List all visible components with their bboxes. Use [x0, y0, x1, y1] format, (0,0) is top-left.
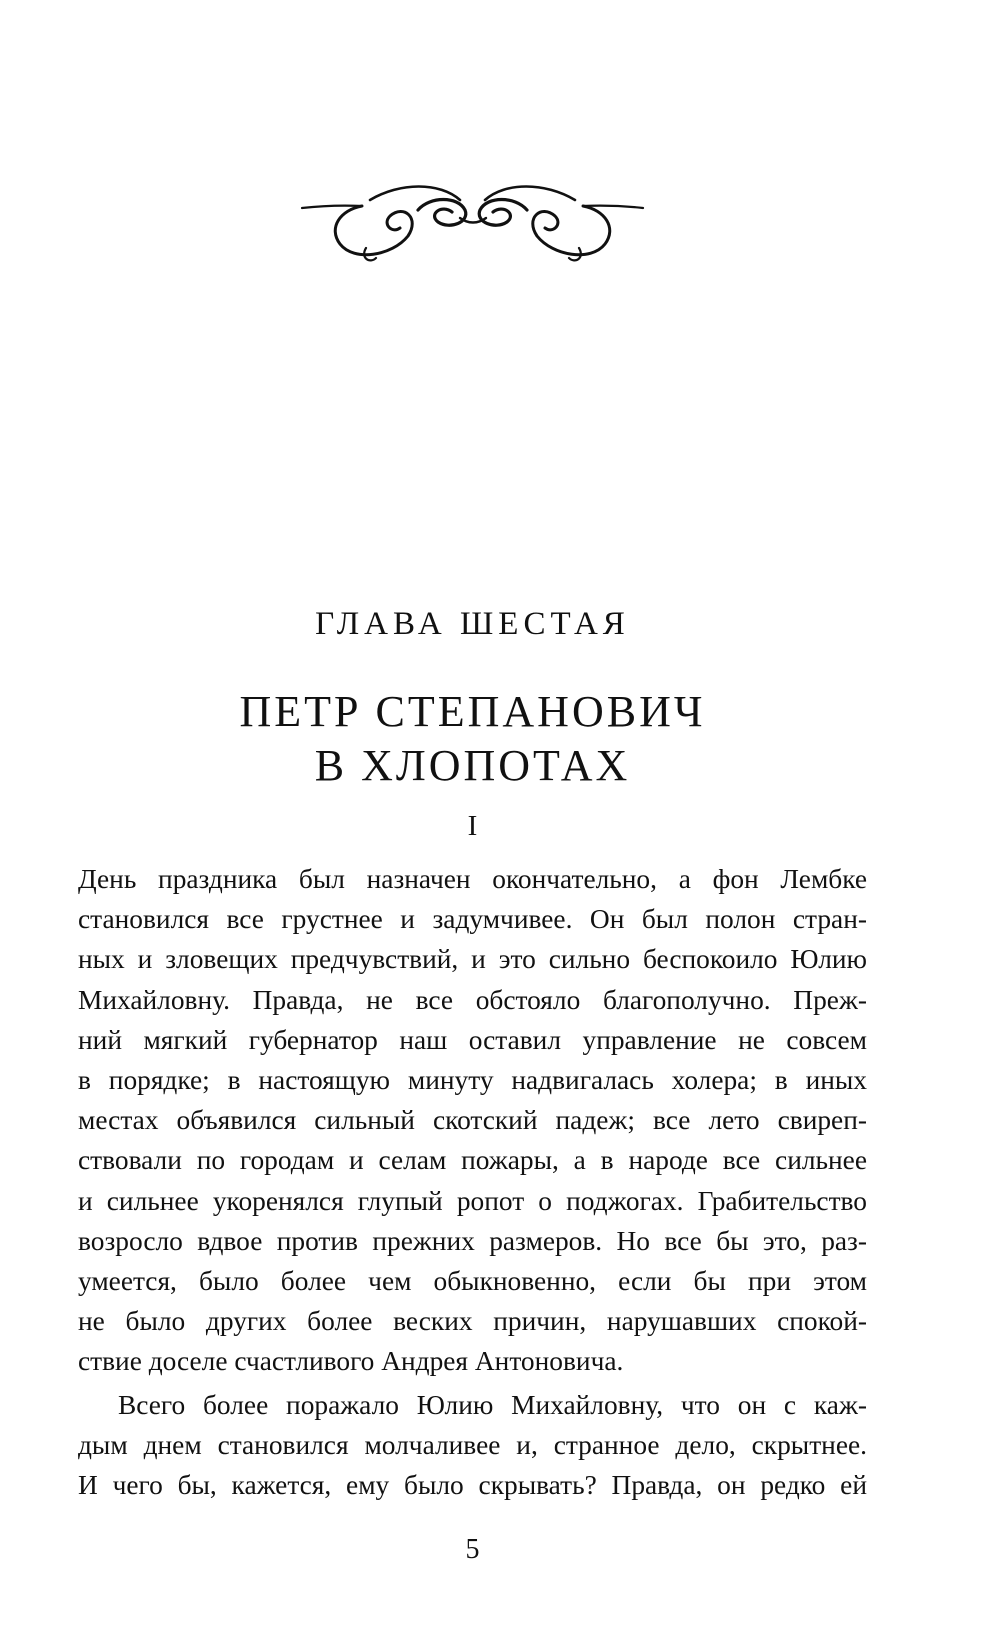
flourish-ornament-icon: [300, 178, 645, 270]
text-line: дым днем становился молчаливее и, странное дело, скрытнее.: [78, 1429, 867, 1460]
text-line: Всего более поражало Юлию Михайловну, что он с каж-: [118, 1389, 867, 1420]
paragraph: [78, 1385, 867, 1506]
text-line: местах объявился сильный скотский падеж; все лето свиреп-: [78, 1105, 867, 1136]
text-line: И чего бы, кажется, ему было скрывать? Правда, он редко ей: [78, 1470, 867, 1501]
text-line: не было других более веских причин, нарушавших спокой-: [78, 1306, 867, 1337]
text-line: День праздника был назначен окончательно, а фон Лембке: [78, 864, 867, 894]
chapter-title-line: В ХЛОПОТАХ: [314, 741, 631, 790]
page-number: 5: [465, 1534, 480, 1565]
chapter-title: [0, 685, 945, 793]
chapter-label: ГЛАВА ШЕСТАЯ: [315, 606, 630, 642]
text-line: и сильнее укоренялся глупый ропот о поджогах. Грабительство: [78, 1185, 867, 1216]
paragraph: [78, 859, 867, 1382]
section-number: I: [467, 810, 478, 842]
text-line: ных и зловещих предчувствий, и это сильно беспокоило Юлию: [78, 944, 867, 975]
text-line: умеется, было более чем обыкновенно, если бы при этом: [78, 1266, 867, 1297]
text-line: ний мягкий губернатор наш оставил управление не совсем: [78, 1024, 867, 1055]
text-line: в порядке; в настоящую минуту надвигалась холера; в иных: [78, 1065, 867, 1096]
text-line: ствие доселе счастливого Андрея Антоновича.: [78, 1346, 624, 1377]
chapter-title-line: ПЕТР СТЕПАНОВИЧ: [239, 687, 706, 736]
text-line: становился все грустнее и задумчивее. Он был полон стран-: [78, 904, 867, 935]
text-line: Михайловну. Правда, не все обстояло благополучно. Преж-: [78, 984, 867, 1015]
body-text: [78, 859, 867, 1505]
text-line: ствовали по городам и селам пожары, а в народе все сильнее: [78, 1145, 867, 1176]
text-line: возросло вдвое против прежних размеров. Но все бы это, раз-: [78, 1225, 867, 1256]
